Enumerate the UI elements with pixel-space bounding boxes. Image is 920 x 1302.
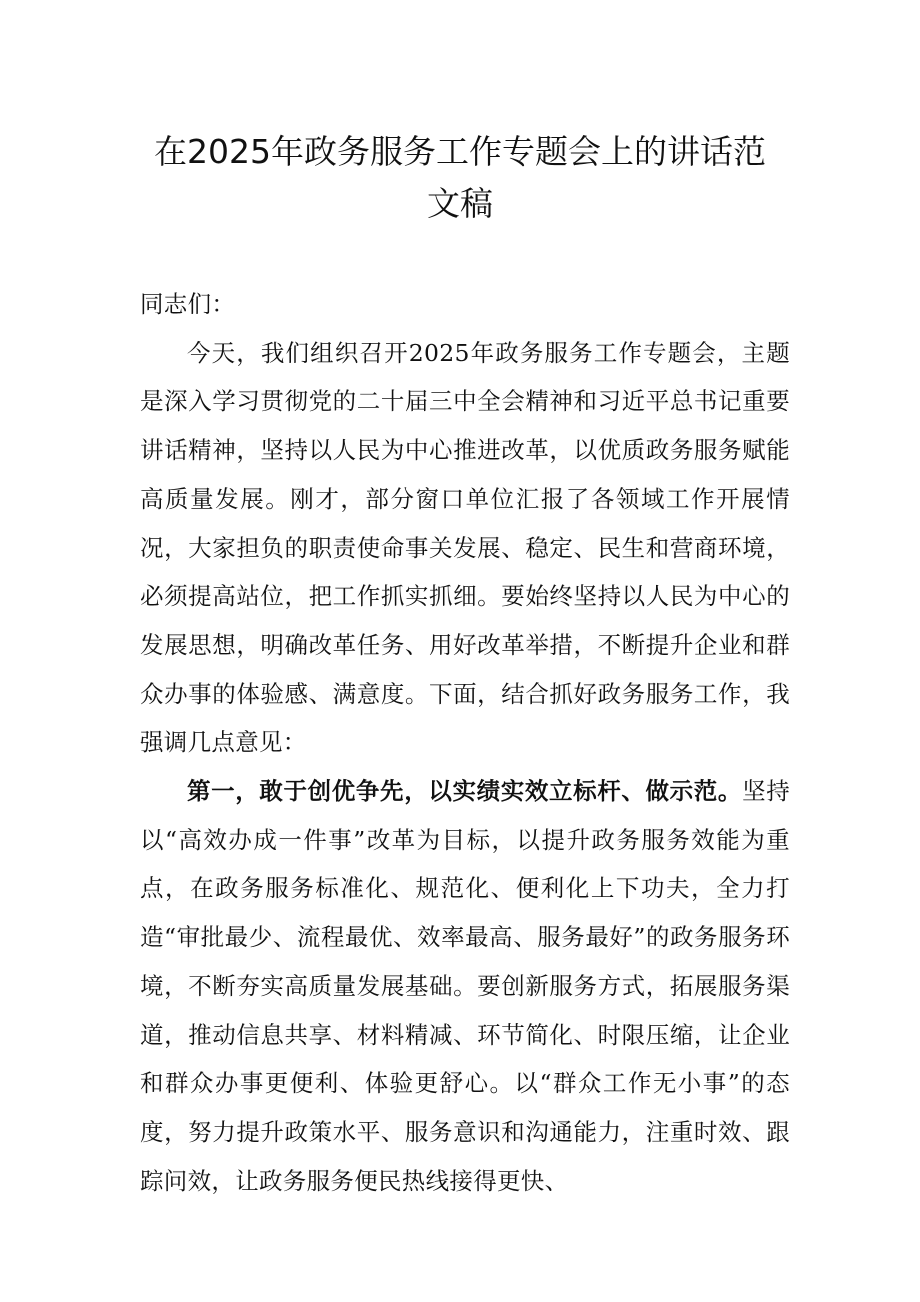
document-title bbox=[110, 126, 810, 230]
salutation: 同志们： bbox=[140, 290, 236, 318]
document-body bbox=[140, 280, 790, 1205]
paragraph-lead-heading: 第一，敢于创优争先，以实绩实效立标杆、做示范。 bbox=[187, 777, 743, 806]
title-line-2: 文稿 bbox=[427, 184, 493, 223]
paragraph-point-one-body: 坚持以“高效办成一件事”改革为目标，以提升政务服务效能为重点，在政务服务标准化、规范化、便利化上下功夫，全力打造“审批最少、流程最优、效率最高、服务最好”的政务服务环境，不断夯实高质量发展基础。要创新服务方式，拓展服务渠道，推动信息共享、材料精减、环节简化、时限压缩，让企业和群众办事更便利、体验更舒心。以“群众工作无小事”的态度，努力提升政策水平、服务意识和沟通能力，注重时效、跟踪问效，让政务服务便民热线接得更快、 bbox=[140, 777, 790, 1195]
paragraph-intro: 今天，我们组织召开2025年政务服务工作专题会，主题是深入学习贯彻党的二十届三中全会精神和习近平总书记重要讲话精神，坚持以人民为中心推进改革，以优质政务服务赋能高质量发展。刚才，部分窗口单位汇报了各领域工作开展情况，大家担负的职责使命事关发展、稳定、民生和营商环境，必须提高站位，把工作抓实抓细。要始终坚持以人民为中心的发展思想，明确改革任务、用好改革举措，不断提升企业和群众办事的体验感、满意度。下面，结合抓好政务服务工作，我强调几点意见： bbox=[140, 338, 790, 757]
title-line-1: 在2025年政务服务工作专题会上的讲话范 bbox=[154, 132, 766, 171]
paragraph-point-one bbox=[140, 767, 790, 1205]
